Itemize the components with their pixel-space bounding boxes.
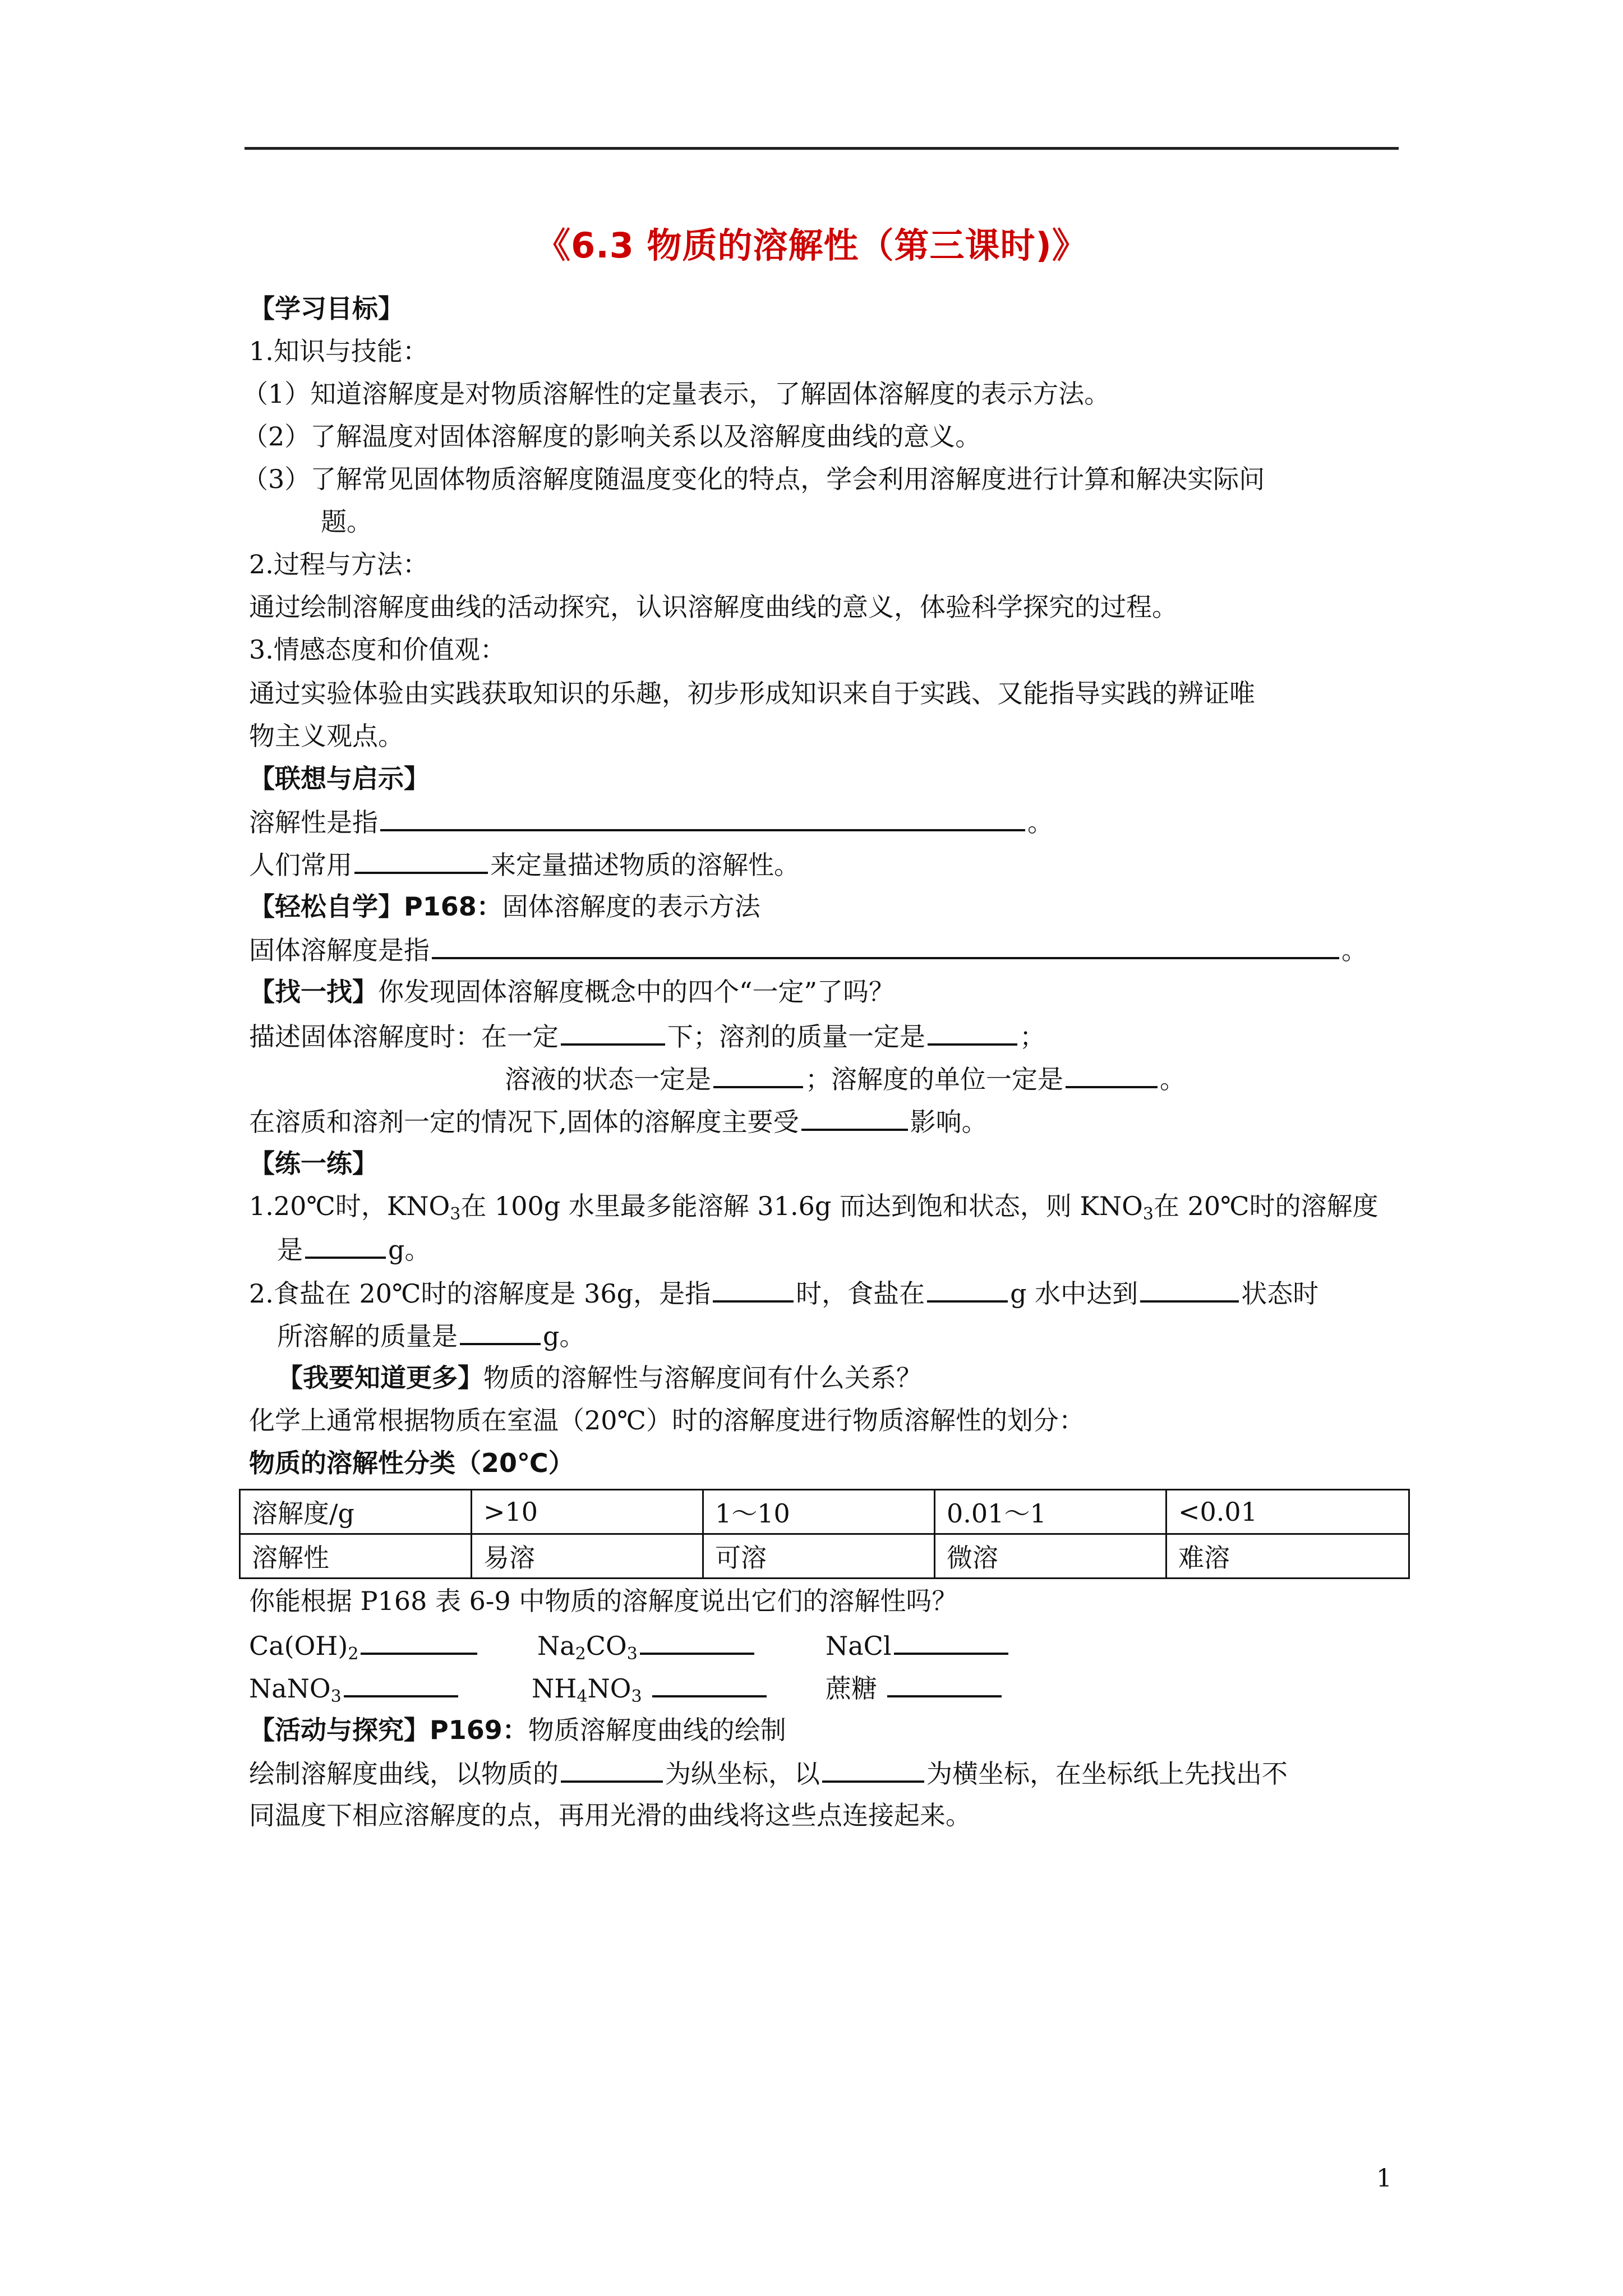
self-study-definition-prefix: 固体溶解度是指 (249, 935, 430, 965)
answer-blank[interactable] (432, 932, 1339, 959)
find-text: 影响。 (910, 1107, 988, 1137)
goals-knowledge-2: （2）了解温度对固体溶解度的影响关系以及溶解度曲线的意义。 (242, 421, 981, 452)
find-heading: 【找一找】 (249, 977, 378, 1007)
answer-blank[interactable] (887, 1671, 1002, 1697)
activity-ref: P169： (430, 1715, 528, 1745)
more-line-1: 化学上通常根据物质在室温（20℃）时的溶解度进行物质溶解性的划分： (249, 1405, 1085, 1435)
answer-blank[interactable] (361, 1628, 477, 1655)
assoc-line-1 (249, 804, 1053, 839)
table-cell: 1～10 (703, 1490, 935, 1534)
practice-q1-line-2 (277, 1232, 430, 1267)
find-text: 溶液的状态一定是 (505, 1064, 711, 1094)
answer-blank[interactable] (305, 1232, 386, 1259)
assoc-line-2-prefix: 人们常用 (249, 850, 352, 880)
more-question: 物质的溶解性与溶解度间有什么关系？ (483, 1363, 922, 1393)
find-text: 描述固体溶解度时：在一定 (249, 1022, 559, 1052)
activity-text: 为横坐标，在坐标纸上先找出不 (926, 1759, 1288, 1789)
answer-blank[interactable] (380, 804, 1025, 831)
assoc-heading: 【联想与启示】 (249, 763, 430, 794)
self-study-definition (249, 932, 1367, 967)
activity-topic: 物质溶解度曲线的绘制 (528, 1715, 786, 1745)
goals-knowledge-3a: （3）了解常见固体物质溶解度随温度变化的特点，学会利用溶解度进行计算和解决实际问 (242, 464, 1265, 494)
answer-blank[interactable] (652, 1671, 767, 1697)
compound-text: NaNO (249, 1673, 331, 1704)
table-cell: >10 (472, 1490, 703, 1534)
answer-blank[interactable] (713, 1061, 803, 1088)
goals-knowledge-1: （1）知道溶解度是对物质溶解性的定量表示，了解固体溶解度的表示方法。 (242, 379, 1110, 409)
answer-blank[interactable] (344, 1671, 458, 1697)
practice-text: 在 100g 水里最多能溶解 31.6g 而达到饱和状态，则 KNO (460, 1191, 1143, 1221)
compound-nacl (826, 1628, 1011, 1663)
find-answer-line-3 (249, 1104, 988, 1139)
activity-text: 绘制溶解度曲线，以物质的 (249, 1759, 559, 1789)
page-title: 《6.3 物质的溶解性（第三课时)》 (536, 225, 1087, 266)
practice-text: g。 (388, 1235, 431, 1265)
compound-na2co3 (537, 1628, 757, 1663)
subscript: 3 (330, 1687, 342, 1706)
subscript: 3 (1142, 1204, 1154, 1224)
self-study-line (249, 890, 760, 923)
compound-text: NaCl (826, 1631, 892, 1661)
more-line (277, 1361, 922, 1395)
compound-sucrose (826, 1671, 1004, 1705)
assoc-line-2 (249, 847, 800, 882)
goals-process-1: 通过绘制溶解度曲线的活动探究，认识溶解度曲线的意义，体验科学探究的过程。 (249, 592, 1178, 622)
practice-heading: 【练一练】 (249, 1148, 378, 1179)
find-text: 下；溶剂的质量一定是 (667, 1022, 925, 1052)
practice-q2-line-2 (277, 1318, 585, 1353)
table-cell: 难溶 (1166, 1534, 1409, 1579)
practice-text: 在 20℃时的溶解度 (1153, 1191, 1378, 1221)
compound-text: Ca(OH) (249, 1631, 348, 1661)
subscript: 3 (631, 1687, 642, 1706)
compound-text: CO (585, 1631, 627, 1661)
find-text: ； (1020, 1022, 1045, 1052)
more-heading: 【我要知道更多】 (277, 1363, 483, 1393)
answer-blank[interactable] (713, 1276, 794, 1303)
find-text: 在溶质和溶剂一定的情况下,固体的溶解度主要受 (249, 1107, 799, 1137)
table-cell: 溶解性 (240, 1534, 472, 1579)
ask-question: 你能根据 P168 表 6-9 中物质的溶解度说出它们的溶解性吗？ (249, 1586, 958, 1616)
find-text: 。 (1160, 1064, 1186, 1094)
practice-text: 所溶解的质量是 (277, 1321, 458, 1351)
practice-text: 状态时 (1241, 1278, 1319, 1309)
compound-nano3 (249, 1671, 460, 1705)
practice-text: 2.食盐在 20℃时的溶解度是 36g，是指 (249, 1278, 711, 1309)
table-cell: 0.01～1 (935, 1490, 1166, 1534)
table-row (240, 1534, 1409, 1579)
practice-text: 是 (277, 1235, 303, 1265)
find-text: ；溶解度的单位一定是 (805, 1064, 1063, 1094)
goals-knowledge-3b: 题。 (321, 507, 372, 537)
practice-text: 1.20℃时，KNO (249, 1191, 450, 1221)
table-cell: 溶解度/g (240, 1490, 472, 1534)
activity-text: 为纵坐标，以 (665, 1759, 820, 1789)
compound-caoh2 (249, 1628, 479, 1663)
table-cell: 可溶 (703, 1534, 935, 1579)
answer-blank[interactable] (927, 1276, 1008, 1303)
practice-text: g。 (543, 1321, 585, 1351)
compound-text: Na (537, 1631, 575, 1661)
answer-blank[interactable] (801, 1104, 908, 1131)
answer-blank[interactable] (640, 1628, 754, 1655)
subscript: 2 (575, 1644, 586, 1664)
answer-blank[interactable] (928, 1019, 1017, 1046)
subscript: 4 (577, 1687, 588, 1706)
self-study-heading: 【轻松自学】 (249, 891, 404, 922)
practice-q1-line-1 (249, 1189, 1378, 1223)
find-answer-line-1 (249, 1019, 1045, 1053)
table-row (240, 1490, 1409, 1534)
compound-text: 蔗糖 (826, 1673, 877, 1704)
activity-line (249, 1713, 786, 1747)
compound-nh4no3 (532, 1671, 769, 1705)
solubility-table (239, 1489, 1410, 1579)
goals-emotion-1a: 通过实验体验由实践获取知识的乐趣，初步形成知识来自于实践、又能指导实践的辨证唯 (249, 678, 1255, 708)
activity-heading: 【活动与探究】 (249, 1715, 430, 1745)
find-question: 你发现固体溶解度概念中的四个“一定”了吗？ (378, 977, 895, 1007)
self-study-ref: P168： (404, 891, 502, 922)
answer-blank[interactable] (822, 1756, 924, 1783)
activity-line-2: 同温度下相应溶解度的点，再用光滑的曲线将这些点连接起来。 (249, 1800, 971, 1830)
find-answer-line-2 (505, 1061, 1186, 1096)
goals-emotion-title: 3.情感态度和价值观： (249, 634, 506, 665)
table-caption: 物质的溶解性分类（20℃） (249, 1448, 574, 1478)
find-line (249, 975, 895, 1009)
assoc-line-2-suffix: 来定量描述物质的溶解性。 (490, 850, 800, 880)
table-cell: 微溶 (935, 1534, 1166, 1579)
practice-text: 时，食盐在 (796, 1278, 925, 1309)
compound-text: NO (587, 1673, 631, 1704)
subscript: 3 (450, 1204, 461, 1224)
table-cell: 易溶 (472, 1534, 703, 1579)
page-number: 1 (1376, 2164, 1392, 2193)
goals-process-title: 2.过程与方法： (249, 549, 428, 579)
assoc-line-1-prefix: 溶解性是指 (249, 807, 378, 838)
subscript: 2 (348, 1644, 359, 1664)
goals-heading: 【学习目标】 (249, 293, 404, 324)
compound-text: NH (532, 1673, 577, 1704)
answer-blank[interactable] (1066, 1061, 1158, 1088)
self-study-topic: 固体溶解度的表示方法 (502, 891, 760, 922)
goals-emotion-1b: 物主义观点。 (249, 721, 404, 751)
self-study-definition-suffix: 。 (1341, 935, 1367, 965)
answer-blank[interactable] (561, 1019, 665, 1046)
answer-blank[interactable] (561, 1756, 663, 1783)
answer-blank[interactable] (460, 1318, 541, 1345)
subscript: 3 (626, 1644, 638, 1664)
answer-blank[interactable] (1140, 1276, 1239, 1303)
answer-blank[interactable] (894, 1628, 1008, 1655)
answer-blank[interactable] (354, 847, 488, 874)
assoc-line-1-suffix: 。 (1027, 807, 1053, 838)
goals-knowledge-title: 1.知识与技能： (249, 336, 428, 366)
header-rule (245, 147, 1399, 150)
table-cell: <0.01 (1166, 1490, 1409, 1534)
practice-text: g 水中达到 (1010, 1278, 1138, 1309)
activity-line-1 (249, 1756, 1288, 1791)
practice-q2-line-1 (249, 1276, 1318, 1310)
